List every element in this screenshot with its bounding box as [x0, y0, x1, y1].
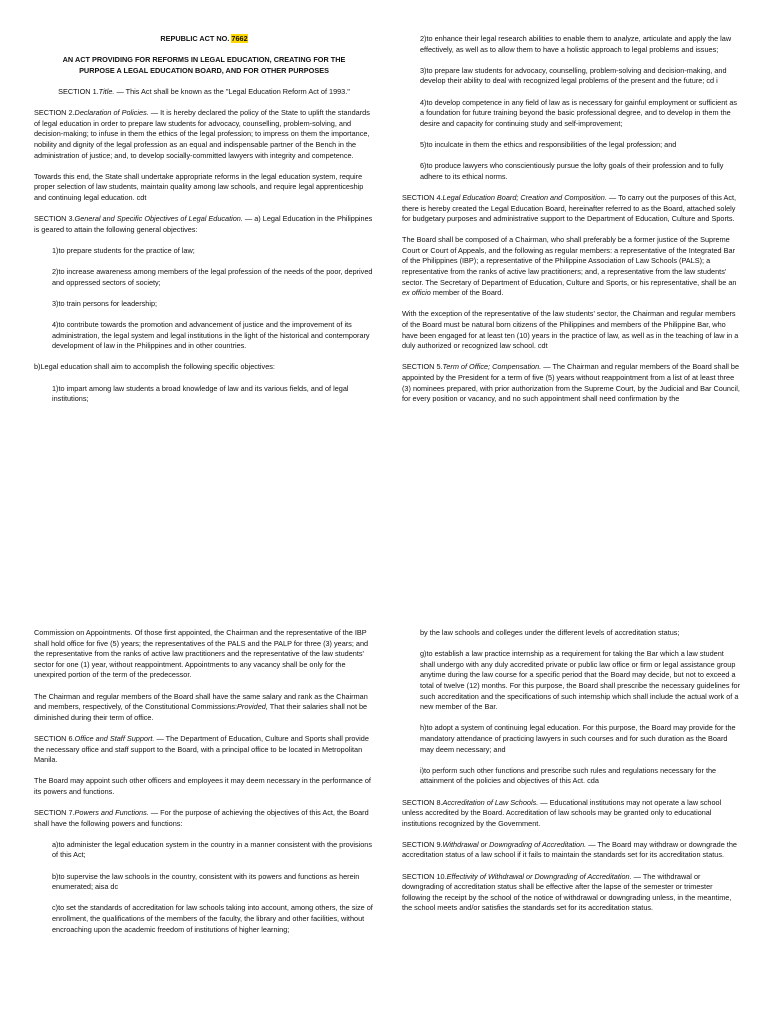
section-4-title: Legal Education Board; Creation and Composition.	[442, 192, 607, 202]
section-5-title: Term of Office; Compensation.	[442, 362, 542, 372]
section-9	[402, 840, 740, 861]
section-7	[34, 808, 374, 829]
section-8	[402, 798, 740, 830]
section-9-label: SECTION 9.	[402, 839, 443, 849]
section-8-title: Accreditation of Law Schools.	[442, 797, 539, 807]
general-objective-2: 2)to increase awareness among members of the legal profession of the needs of the poor, deprived and oppressed sectors of society;	[52, 267, 373, 287]
section-3	[34, 214, 374, 235]
section-5-label: SECTION 5.	[402, 362, 443, 372]
specific-objective-6: 6)to produce lawyers who conscientiously pursue the lofty goals of their profession and to fully adhere to its ethical norms.	[420, 161, 724, 181]
section-9-text: — The Board may withdraw or downgrade the accreditation status of a law school if it fails to maintain the standards set for its accreditation status.	[402, 839, 737, 860]
section-2-title: Declaration of Policies.	[74, 108, 149, 118]
specific-objective-2: 2)to enhance their legal research abilities to enable them to analyze, articulate and apply the law effectively, as well as to allow them to have a holistic approach to legal problems and issues;	[420, 34, 732, 54]
section-7-title: Powers and Functions.	[74, 808, 149, 818]
section-3-label: SECTION 3.	[34, 214, 75, 224]
section-10-text: — The withdrawal or downgrading of accreditation status shall be effective after the lapse of the semester or trimester following the receipt by the school of the notice of withdrawal or downgrading unless, in the meantime, the school meets and/or satisfies the standards set for its accreditation status.	[402, 871, 732, 913]
section-9-title: Withdrawal or Downgrading of Accreditation.	[442, 839, 587, 849]
board-composition-text-a: The Board shall be composed of a Chairman, who shall preferably be a former justice of the Supreme Court or Court of Appeals, and the following as regular members: a representative of the Integrated Bar of the Philippines (IBP); a representative of the Philippine Association of Law Schools (PALS); a representative from the ranks of active law practitioners; and, a representative from the law students' sector. The Secretary of Department of Education, Culture and Sports, or his representative, shall be an	[402, 235, 737, 287]
section-5	[402, 362, 740, 404]
function-b: b)to supervise the law schools in the country, consistent with its powers and functions as herein enumerated; aisa dc	[52, 871, 360, 892]
page2-left-column	[34, 628, 374, 946]
section-4	[402, 193, 740, 225]
function-c: c)to set the standards of accreditation for law schools taking into account, among others, the size of enrollment, the qualifications of the members of the faculty, the library and other facilities, without encroaching upon the academic freedom of institutions of higher learning;	[52, 903, 373, 934]
general-objective-4: 4)to contribute towards the promotion and advancement of justice and the improvement of its administration, the legal system and legal institutions in the light of the historical and contemporary development of law in the Philippines and in other countries.	[52, 320, 370, 351]
section-2	[34, 108, 374, 161]
act-title	[34, 34, 374, 45]
section-10-title: Effectivity of Withdrawal or Downgrading of Accreditation.	[446, 871, 632, 881]
function-g: g)to establish a law practice internship as a requirement for taking the Bar which a law student shall undergo with any duly accredited private or public law office or firm or legal assistance group anytime during the law course for a specific period that the Board may decide, but not to exceed a total of twelve (12) months. For this purpose, the Board shall prescribe the necessary guidelines for such accreditation and the specifications of such internship which shall include the actual work of a new member of the Bar.	[420, 649, 741, 712]
section-4-label: SECTION 4.	[402, 192, 443, 202]
section-3-title: General and Specific Objectives of Legal Education.	[74, 214, 243, 224]
function-a: a)to administer the legal education system in the country in a manner consistent with the provisions of this Act;	[52, 839, 373, 860]
section-8-text: — Educational institutions may not operate a law school unless accredited by the Board. Accreditation of law schools may be granted only to educational institutions recognized by the Government.	[402, 797, 722, 828]
section-10-label: SECTION 10.	[402, 871, 447, 881]
section-2-label: SECTION 2.	[34, 108, 75, 118]
section-8-label: SECTION 8.	[402, 797, 443, 807]
board-composition	[402, 235, 740, 299]
function-f-continued: by the law schools and colleges under the different levels of accreditation status;	[420, 628, 680, 637]
section-10	[402, 872, 740, 914]
board-composition-text-b: member of the Board.	[430, 288, 504, 298]
specific-objective-5: 5)to inculcate in them the ethics and responsibilities of the legal profession; and	[420, 139, 677, 149]
function-h: h)to adopt a system of continuing legal education. For this purpose, the Board may provide for the mandatory attendance of practicing lawyers in such courses and for such duration as the Board may deem necessary; and	[420, 723, 736, 754]
general-objective-3: 3)to train persons for leadership;	[52, 298, 158, 308]
section-6-text: — The Department of Education, Culture and Sports shall provide the necessary office and staff support to the Board, with a principal office to be located in Metropolitan Manila.	[34, 733, 369, 765]
section-1-label: SECTION 1.	[58, 86, 99, 96]
board-qualifications: With the exception of the representative of the law students' sector, the Chairman and regular members of the Board must be natural born citizens of the Philippines and members of the Philippine Bar, who have been engaged for at least ten (10) years in the practice of law, as well as in the teaching of law in a duly authorized or recognized law school. cdt	[402, 309, 739, 351]
section-3-text: — a) Legal Education in the Philippines is geared to attain the following general objectives:	[34, 214, 373, 234]
board-composition-ex-officio: ex officio	[402, 288, 431, 298]
salary-text-a: The Chairman and regular members of the Board shall have the same salary and rank as the Chairman and members, respectively, of the Constitutional Commissions:	[34, 691, 368, 712]
section-6	[34, 734, 374, 766]
specific-objectives-intro: b)Legal education shall aim to accomplish the following specific objectives:	[34, 362, 275, 372]
section-1	[34, 87, 374, 98]
page1-right-column	[402, 34, 740, 415]
page1-left-column	[34, 34, 374, 415]
section-2-text: — It is hereby declared the policy of the State to uplift the standards of legal education in order to prepare law students for advocacy, counselling, problem-solving, and decision-making; to infuse in them the ethics of the legal profession; to impress on them the importance, nobility and dignity of the legal profession as an equal and indispensable partner of the Bench in the administration of justice; and, to develop socially-committed lawyers with integrity and competence.	[34, 108, 370, 160]
section-1-text: — This Act shall be known as the "Legal Education Reform Act of 1993."	[114, 86, 350, 96]
salary-text-b: That their salaries shall not be diminished during their term of office.	[34, 702, 368, 722]
salary-paragraph	[34, 692, 374, 724]
paragraph-towards: Towards this end, the State shall undertake appropriate reforms in the legal education system, require proper selection of law students, maintain quality among law schools, and require legal apprenticeship and continuing legal education. cdt	[34, 171, 364, 202]
salary-provided: Provided,	[237, 702, 268, 712]
section-7-label: SECTION 7.	[34, 808, 75, 818]
section-6-title: Office and Staff Support.	[74, 733, 155, 743]
section-6-label: SECTION 6.	[34, 733, 75, 743]
specific-objective-4: 4)to develop competence in any field of law as is necessary for gainful employment or sufficient as a foundation for future training beyond the basic professional degree, and to develop in them the desire and capacity for continuing study and self-improvement;	[420, 97, 738, 128]
commission-paragraph: Commission on Appointments. Of those first appointed, the Chairman and the representative of the IBP shall hold office for five (5) years; the representatives of the PALS and the PALP for three (3) years; and the representative from the ranks of active law practitioners and the representative of the law students' sector for one (1) year, without reappointment. Appointments to any vacancy shall be only for the unexpired portion of the term of the predecessor.	[34, 628, 369, 680]
act-number-highlight: 7662	[231, 34, 248, 43]
section-1-title: Title.	[98, 86, 115, 96]
function-i: i)to perform such other functions and prescribe such rules and regulations necessary for the attainment of the policies and objectives of this Act. cda	[420, 765, 717, 786]
section-7-text: — For the purpose of achieving the objectives of this Act, the Board shall have the following powers and functions:	[34, 808, 369, 828]
section-4-text: — To carry out the purposes of this Act, there is hereby created the Legal Education Board, hereinafter referred to as the Board, attached solely for budgetary purposes and administrative support to the Department of Education, Culture and Sports.	[402, 192, 737, 224]
appoint-paragraph: The Board may appoint such other officers and employees it may deem necessary in the performance of its powers and functions.	[34, 776, 371, 796]
act-subtitle: AN ACT PROVIDING FOR REFORMS IN LEGAL EDUCATION, CREATING FOR THE PURPOSE A LEGAL EDUCATION BOARD, AND FOR OTHER PURPOSES	[62, 55, 346, 75]
specific-objective-3: 3)to prepare law students for advocacy, counselling, problem-solving and decision-making, and develop their ability to deal with recognized legal problems of the present and the future; cd i	[420, 65, 727, 86]
act-title-prefix: REPUBLIC ACT NO.	[160, 34, 230, 43]
general-objective-1: 1)to prepare students for the practice of law;	[52, 245, 195, 255]
specific-objective-1: 1)to impart among law students a broad knowledge of law and its various fields, and of legal institutions;	[52, 383, 349, 404]
page2-right-column	[402, 628, 740, 925]
section-5-text: — The Chairman and regular members of the Board shall be appointed by the President for a term of five (5) years without reappointment from a list of at least three (3) nominees prepared, with prior authorization from the Supreme Court, by the Judicial and Bar Council, for every position or vacancy, and no such appointment shall need confirmation by the	[402, 362, 740, 404]
